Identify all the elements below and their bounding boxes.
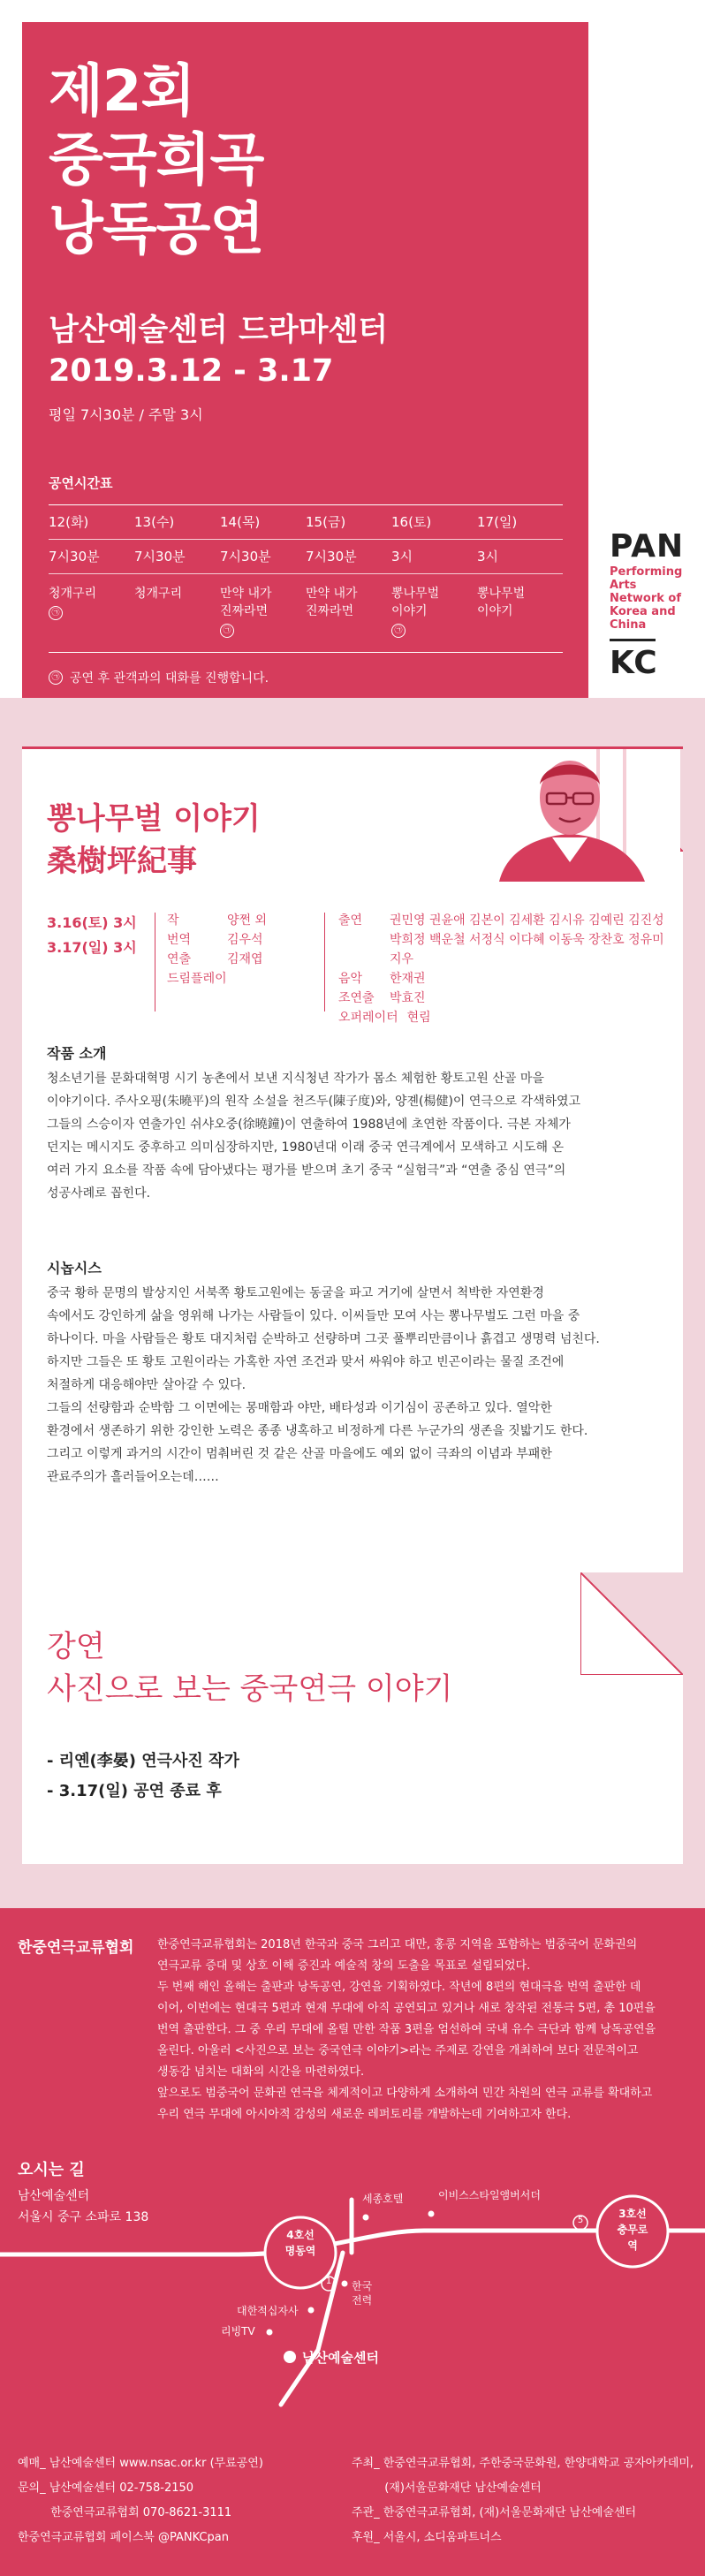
lecture-title-line: 사진으로 보는 중국연극 이야기: [47, 1671, 453, 1707]
station-line: 4호선: [286, 2229, 315, 2241]
synopsis-line: 하나이다. 마을 사람들은 황토 대지처럼 순박하고 선량하며 그곳 풀뿌리만큼이나 흙겹고 생명력 넘친다.: [47, 1332, 600, 1346]
station-line: 3호선: [618, 2208, 647, 2220]
station-name: 충무로역: [617, 2224, 648, 2252]
logo-sub-line: Arts: [610, 579, 637, 592]
synopsis-line: 하지만 그들은 또 황토 고원이라는 가혹한 자연 조건과 맞서 싸워야 하고 빈곤이라는 물질 조건에: [47, 1355, 565, 1369]
footer-line: 예매_ 남산예술센터 www.nsac.or.kr (무료공연): [18, 2457, 263, 2470]
schedule-play: [49, 574, 134, 652]
org-line: 연극교류 증대 및 상호 이해 증진과 예술적 창의 도출을 목표로 설립되었다.: [157, 1959, 531, 1973]
play-dates: [47, 911, 137, 960]
footer-right: [352, 2451, 694, 2550]
org-name: 한중연극교류협회: [18, 1939, 134, 1957]
cast-row: [338, 911, 676, 930]
cast-row: [338, 989, 676, 1008]
synopsis-line: 중국 황하 문명의 발상지인 서북쪽 황토고원에는 동굴을 파고 거기에 살면서 척박한 자연환경: [47, 1286, 544, 1300]
schedule-play-title: 청개구리: [49, 587, 97, 601]
org-line: 한중연극교류협회는 2018년 한국과 중국 그리고 대만, 홍콩 지역을 포함하는 범중국어 문화권의: [157, 1938, 638, 1951]
landmark-kepco-line: 전력: [352, 2294, 373, 2307]
cast-value: 현림: [406, 1011, 431, 1025]
pankc-logo: [610, 530, 689, 680]
talk-note: [49, 669, 562, 686]
play-cast: [338, 911, 676, 1027]
cast-label: 조연출: [338, 991, 375, 1005]
credit-row: [167, 930, 267, 950]
cast-label: 오퍼레이터: [338, 1011, 398, 1025]
logo-kc: KC: [610, 645, 658, 681]
cast-row: [338, 930, 676, 969]
schedule-title: 공연시간표: [49, 475, 113, 491]
exit-number: 1: [325, 2277, 332, 2286]
org-line: 앞으로도 범중국어 문화권 연극을 체계적이고 다양하게 소개하여 민간 차원의 연극 교류를 확대하고: [157, 2087, 653, 2100]
cast-row: [338, 969, 676, 989]
footer-line: 주관_ 한중연극교류협회, (재)서울문화재단 남산예술센터: [352, 2506, 637, 2519]
schedule-day: 13(수): [134, 514, 175, 530]
logo-sub-line: Network of: [610, 592, 682, 605]
talk-mark-icon: ㉠: [49, 606, 63, 620]
schedule-day: 14(목): [220, 514, 261, 530]
synopsis-line: 그리고 이렇게 과거의 시간이 멈춰버린 것 같은 산골 마을에도 예외 없이 극좌의 이념과 부패한: [47, 1447, 552, 1461]
schedule-time: 7시30분: [134, 549, 186, 564]
credit-value: 김우석: [227, 933, 263, 947]
org-line: 이어, 이번에는 현대극 5편과 현재 무대에 아직 공연되고 있거나 새로 창작된 전통극 5편, 총 10편을: [157, 2002, 656, 2015]
schedule-time: 7시30분: [49, 549, 100, 564]
credit-row: [167, 911, 267, 930]
lecture-card: [22, 1572, 683, 1864]
schedule-table: [49, 504, 563, 653]
directions-address: 서울시 중구 소파로 138: [18, 2210, 149, 2224]
station-myeongdong: [284, 2227, 316, 2259]
intro-line: 여러 가지 요소를 작품 속에 담아냈다는 평가를 받으며 초기 중국 “실험극”과 “연출 중심 연극”의: [47, 1163, 566, 1178]
landmark-redcross: 대한적십자사: [237, 2305, 299, 2317]
play-credits: [167, 911, 267, 989]
schedule-play-title: 만약 내가 진짜라면: [306, 587, 358, 618]
poster-title-line: 제2회: [49, 59, 195, 125]
intro-line: 던지는 메시지도 중후하고 의미심장하지만, 1980년대 이래 중국 연극계에서 모색하고 시도해 온: [47, 1140, 564, 1155]
schedule-time: 3시: [477, 549, 499, 564]
info-section: [0, 1908, 705, 2576]
logo-sub-line: Performing: [610, 565, 683, 579]
intro-line: 그들의 스승이자 연출가인 쉬샤오중(徐曉鐘)이 연출하여 1988년에 초연한 작품이다. 극본 자체가: [47, 1118, 571, 1132]
director-portrait: [481, 749, 680, 882]
schedule-play: [477, 574, 563, 652]
cast-value: 박효진: [390, 991, 426, 1005]
talk-mark-icon: ㉠: [49, 671, 63, 685]
credit-row: [167, 969, 267, 989]
credit-label: 번역: [167, 933, 192, 947]
poster-title-line: 낭독공연: [49, 197, 264, 262]
org-description: [157, 1935, 687, 2125]
schedule-day: 16(토): [391, 514, 432, 530]
footer-line: 한중연극교류협회 페이스북 @PANKCpan: [18, 2531, 229, 2544]
schedule-play-title: 만약 내가 진짜라면: [220, 587, 272, 618]
intro-heading: 작품 소개: [47, 1045, 107, 1062]
talk-mark-icon: ㉠: [220, 624, 234, 638]
poster-venue: 남산예술센터 드라마센터: [49, 313, 389, 348]
footer-line: (재)서울문화재단 남산예술센터: [352, 2481, 542, 2495]
poster-section: [0, 0, 705, 698]
credit-row: [167, 950, 267, 969]
station-name: 명동역: [284, 2245, 316, 2257]
play-card: [22, 746, 683, 1619]
logo-divider: [610, 639, 656, 641]
landmark-kepco: [352, 2279, 372, 2307]
poster-title-line: 중국희곡: [49, 128, 264, 193]
schedule-play: [134, 574, 220, 652]
credit-label: 드림플레이: [167, 972, 227, 986]
intro-line: 성공사례로 꼽힌다.: [47, 1186, 151, 1201]
credit-label: 작: [167, 913, 179, 928]
schedule-play: [306, 574, 391, 652]
intro-line: 청소년기를 문화대혁명 시기 농촌에서 보낸 지식청년 작가가 몸소 체험한 황토고원 산골 마을: [47, 1072, 544, 1086]
poster-time: 평일 7시30분 / 주말 3시: [49, 406, 203, 423]
directions-title: 오시는 길: [18, 2161, 85, 2179]
directions-venue-name: 남산예술센터: [18, 2189, 90, 2203]
footer-line: 문의_ 남산예술센터 02-758-2150: [18, 2481, 194, 2495]
play-date: 3.16(토) 3시: [47, 914, 137, 931]
intro-line: 이야기이다. 주사오핑(朱曉平)의 원작 소설을 천즈두(陳子度)와, 양졘(楊健)이 연극으로 각색하였고: [47, 1095, 581, 1109]
synopsis-line: 그들의 선량함과 순박함 그 이면에는 몽매함과 야만, 배타성과 이기심이 공존하고 있다. 열악한: [47, 1401, 552, 1415]
org-line: 두 번째 해인 올해는 출판과 낭독공연, 강연을 기획하였다. 작년에 8편의 현대극을 번역 출판한 데: [157, 1981, 641, 1994]
cast-row: [338, 1008, 676, 1027]
synopsis-line: 관료주의가 흘러들어오는데……: [47, 1470, 219, 1484]
synopsis-text: [47, 1282, 661, 1489]
play-title-ko: 뽕나무벌 이야기: [47, 801, 261, 837]
schedule-play-title: 뽕나무벌 이야기: [477, 587, 526, 618]
landmark-namsan: 남산예술센터: [302, 2350, 379, 2366]
schedule-play: [391, 574, 477, 652]
directions-venue: [18, 2186, 148, 2228]
talk-mark-icon: ㉠: [391, 624, 406, 638]
footer-line: 후원_ 서울시, 소디움파트너스: [352, 2531, 502, 2544]
schedule-day: 12(화): [49, 514, 89, 530]
org-line: 올린다. 아울러 <사진으로 보는 중국연극 이야기>라는 주제로 강연을 개최하여 보다 전문적이고: [157, 2044, 639, 2057]
lecture-title-line: 강연: [47, 1629, 105, 1664]
schedule-play: [220, 574, 306, 652]
play-title: [47, 798, 261, 883]
schedule-times-row: [49, 540, 563, 574]
lecture-time: - 3.17(일) 공연 종료 후: [47, 1782, 222, 1800]
footer-line: 한중연극교류협회 070-8621-3111: [18, 2506, 232, 2519]
cast-value: 박희정 백운철 서정식 이다혜 이동욱 장찬호 정유미 지우: [390, 933, 664, 966]
schedule-days-row: [49, 505, 563, 540]
schedule-time: 3시: [391, 549, 413, 564]
landmark-tv: 리빙TV: [221, 2325, 255, 2337]
poster-date: 2019.3.12 - 3.17: [49, 353, 334, 389]
schedule-play-title: 뽕나무벌 이야기: [391, 587, 440, 618]
schedule-plays-row: [49, 574, 563, 653]
lecture-title: [47, 1625, 452, 1710]
logo-sub-line: China: [610, 618, 647, 632]
org-line: 번역 출판한다. 그 중 우리 무대에 올릴 만한 작품 3편을 엄선하여 국내 유수 극단과 함께 낭독공연을: [157, 2023, 656, 2036]
logo-pan: PAN: [610, 528, 685, 564]
landmark-hotel: 세종호텔: [362, 2193, 404, 2205]
landmark-kepco-line: 한국: [352, 2280, 373, 2292]
poster-title: [49, 57, 562, 264]
footer-line: 주최_ 한중연극교류협회, 주한중국문화원, 한양대학교 공자아카데미,: [352, 2457, 694, 2470]
cast-label: 출연: [338, 913, 363, 928]
divider: [324, 913, 325, 1011]
synopsis-line: 처절하게 대응해야만 살아갈 수 있다.: [47, 1378, 246, 1392]
credit-value: 양쩐 외: [227, 913, 268, 928]
talk-note-text: 공연 후 관객과의 대화를 진행합니다.: [70, 671, 269, 686]
station-chungmuro: [617, 2206, 648, 2254]
org-line: 생동감 넘치는 대화의 시간을 마련하였다.: [157, 2065, 365, 2079]
logo-sub-line: Korea and: [610, 605, 676, 618]
exit-number: 5: [577, 2216, 584, 2225]
synopsis-line: 속에서도 강인하게 삶을 영위해 나가는 사람들이 있다. 이씨들만 모여 사는 뽕나무벌도 그런 마을 중: [47, 1309, 580, 1323]
synopsis-heading: 시놉시스: [47, 1260, 102, 1277]
page-fold-icon: [580, 1572, 683, 1675]
cast-label: 음악: [338, 972, 363, 986]
schedule-time: 7시30분: [306, 549, 357, 564]
lecture-speaker: - 리옌(李晏) 연극사진 작가: [47, 1752, 239, 1770]
cast-value: 권민영 권윤애 김본이 김세환 김시유 김예린 김진성: [390, 913, 664, 928]
cast-value: 한재권: [390, 972, 426, 986]
play-title-cn: 桑樹坪紀事: [47, 844, 197, 879]
cast-label: [338, 930, 384, 969]
logo-subtitle: [610, 565, 689, 632]
footer-left: [18, 2451, 263, 2550]
poster-panel: [22, 22, 588, 698]
intro-text: [47, 1067, 661, 1205]
landmark-ibis: 이비스스타일앰버서더: [438, 2189, 541, 2201]
credit-label: 연출: [167, 952, 192, 966]
schedule-day: 15(금): [306, 514, 346, 530]
schedule-time: 7시30분: [220, 549, 271, 564]
schedule-play-title: 청개구리: [134, 587, 183, 601]
synopsis-line: 환경에서 생존하기 위한 강인한 노력은 종종 냉혹하고 비정하게 다른 누군가의 생존을 짓밟기도 한다.: [47, 1424, 588, 1438]
org-line: 우리 연극 무대에 아시아적 감성의 새로운 레퍼토리를 개발하는데 기여하고자 한다.: [157, 2108, 572, 2121]
play-date: 3.17(일) 3시: [47, 939, 137, 956]
credit-value: 김재엽: [227, 952, 263, 966]
schedule-day: 17(일): [477, 514, 518, 530]
